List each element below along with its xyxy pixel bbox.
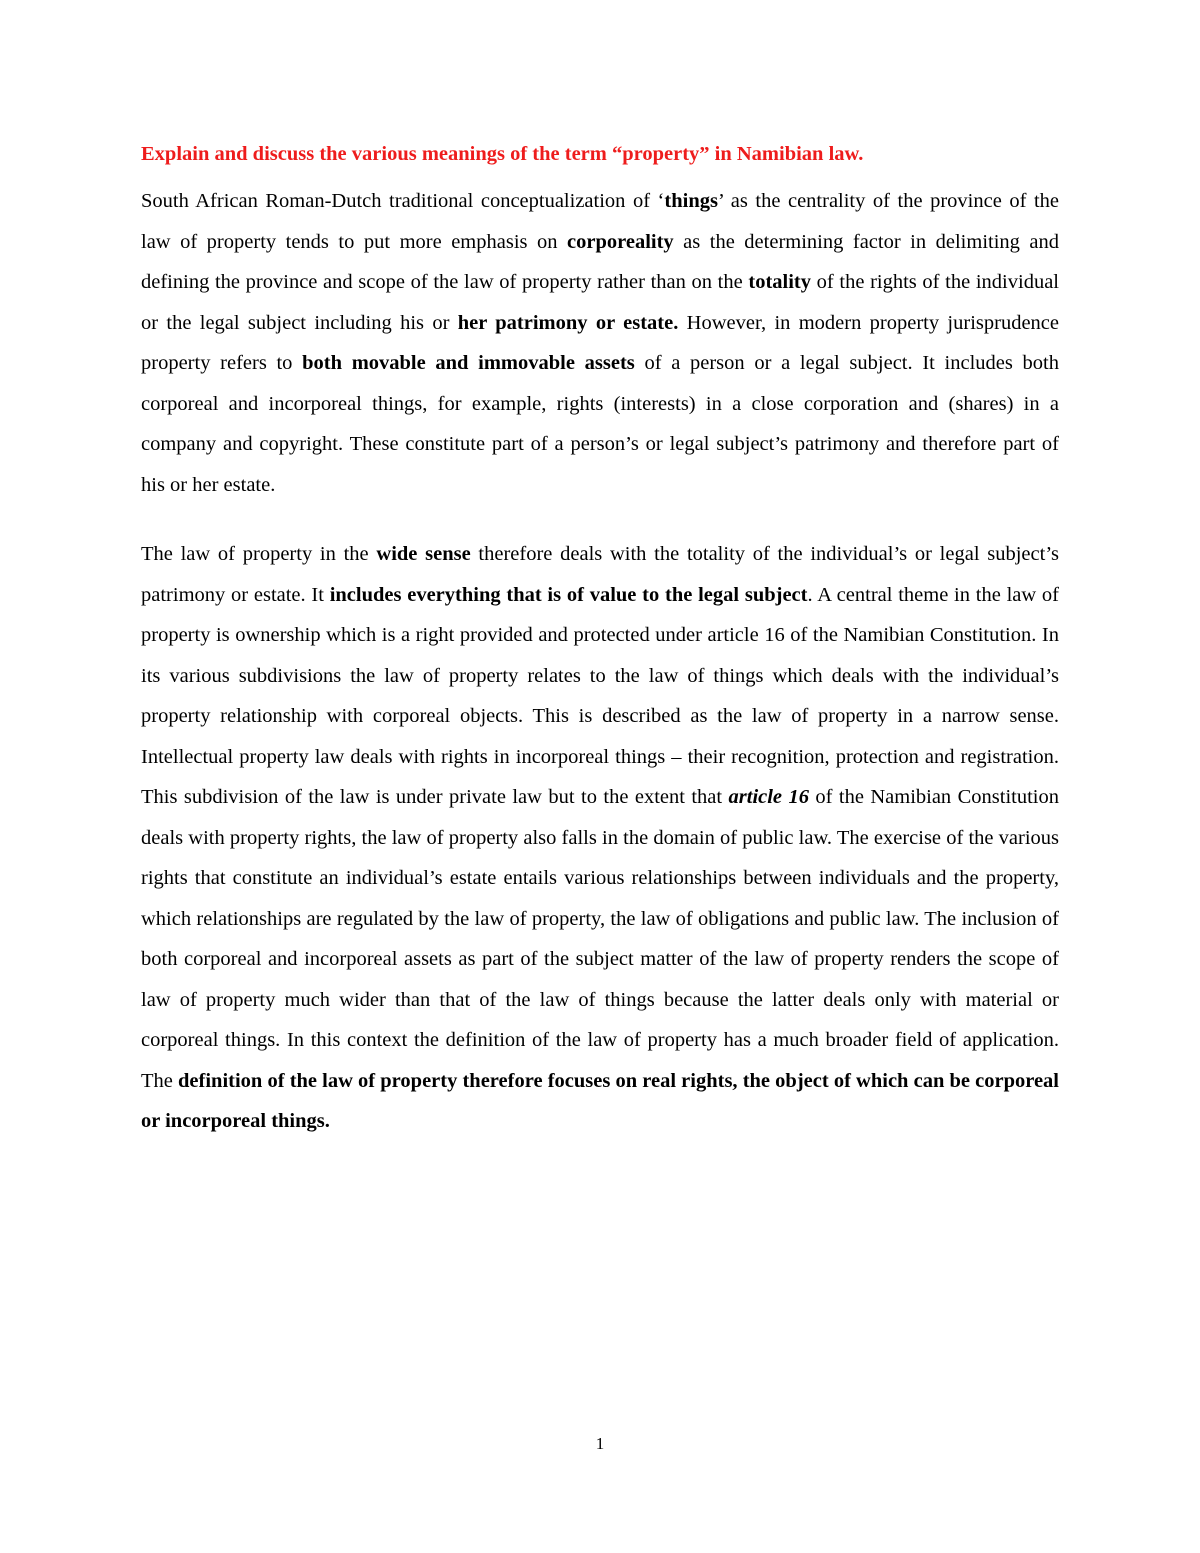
paragraph-1 (141, 181, 1059, 505)
bold-run: definition of the law of property therefore focuses on real rights, the object of which can be corporeal or incorporeal things. (141, 1069, 1060, 1132)
text-run: ’ as the centrality of the province of the law of property tends to put more emphasis on (141, 190, 1060, 253)
paragraph-2 (141, 534, 1059, 1142)
text-run: . A central theme in the law of property is ownership which is a right provided and protected under article 16 of the Namibian Constitution. In its various subdivisions the law of property relates to the law of things which deals with the individual’s property relationship with corporeal objects. This is described as the law of property in a narrow sense. Intellectual property law deals with rights in incorporeal things – their recognition, protection and registration. This subdivision of the law is under private law but to the extent that (141, 583, 1060, 808)
bold-run: both movable and immovable assets (302, 352, 635, 374)
bold-run: wide sense (376, 543, 471, 565)
bold-run: includes everything that is of value to the legal subject (329, 583, 808, 606)
text-run: of a person or a legal subject. It includes both corporeal and incorporeal things, for example, rights (interests) in a close corporation and (shares) in a company and copyright. These constitute part of a person’s or legal subject’s patrimony and therefore part of his or her estate. (141, 352, 1059, 496)
text-run: of the Namibian Constitution deals with property rights, the law of property also falls in the domain of public law. The exercise of the various rights that constitute an individual’s estate entails various relationships between individuals and the property, which relationships are regulated by the law of property, the law of obligations and public law. The inclusion of both corporeal and incorporeal assets as part of the subject matter of the law of property renders the scope of law of property much wider than that of the law of things because the latter deals only with material or corporeal things. In this context the definition of the law of property has a much broader field of application. The (141, 786, 1059, 1092)
text-run: However, in modern property jurisprudence property refers to (141, 311, 1059, 374)
bold-run: totality (748, 271, 811, 293)
document-body (141, 138, 1059, 1142)
page-number: 1 (595, 1434, 605, 1453)
text-run: South African Roman-Dutch traditional conceptualization of ‘ (141, 190, 665, 212)
text-run: The law of property in the (141, 543, 377, 565)
text-run: as the determining factor in delimiting and defining the province and scope of the law of property rather than on the (141, 230, 1060, 293)
text-run: therefore deals with the totality of the individual’s or legal subject’s patrimony or estate. It (141, 543, 1059, 606)
text-run: of the rights of the individual or the legal subject including his or (141, 271, 1059, 334)
question-heading: Explain and discuss the various meanings of the term “property” in Namibian law. (141, 143, 864, 165)
bold-italic-run: article 16 (728, 786, 809, 808)
bold-run: corporeality (567, 230, 674, 253)
bold-run: things (664, 190, 718, 212)
bold-run: her patrimony or estate. (457, 311, 679, 334)
